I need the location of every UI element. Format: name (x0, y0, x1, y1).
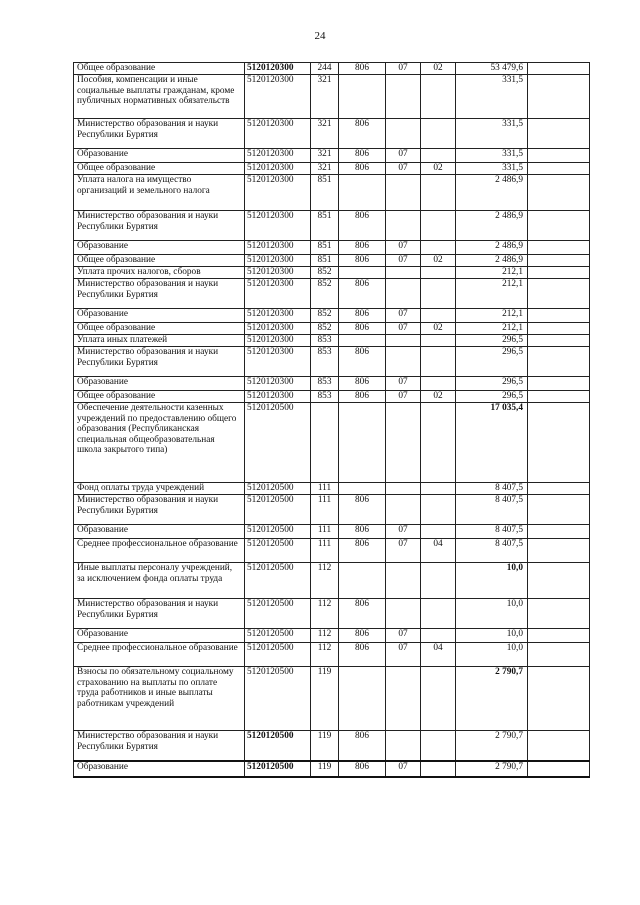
row-grbs-cell: 806 (339, 495, 386, 525)
row-extra-cell (528, 483, 590, 495)
row-section-cell: 07 (386, 629, 421, 643)
row-subsection-cell (421, 761, 456, 777)
row-section-cell (386, 667, 421, 731)
row-extra-cell (528, 211, 590, 241)
row-sum-cell: 8 407,5 (456, 525, 528, 539)
table-row (74, 75, 590, 119)
row-subsection-cell (421, 211, 456, 241)
table-row (74, 643, 590, 667)
row-grbs-cell: 806 (339, 63, 386, 75)
table-row (74, 403, 590, 483)
row-csr-cell: 5120120300 (245, 211, 311, 241)
row-section-cell: 07 (386, 391, 421, 403)
table-row (74, 323, 590, 335)
row-csr-cell: 5120120500 (245, 761, 311, 777)
row-name-cell: Иные выплаты персоналу учреждений, за исключением фонда оплаты труда (74, 563, 245, 599)
row-grbs-cell: 806 (339, 119, 386, 149)
row-vr-cell: 119 (311, 667, 339, 731)
row-csr-cell: 5120120500 (245, 731, 311, 761)
budget-table-body (74, 63, 590, 777)
table-row (74, 279, 590, 309)
table-row (74, 309, 590, 323)
row-subsection-cell (421, 731, 456, 761)
row-csr-cell: 5120120300 (245, 377, 311, 391)
row-sum-cell: 8 407,5 (456, 483, 528, 495)
row-sum-cell: 10,0 (456, 629, 528, 643)
row-section-cell (386, 563, 421, 599)
row-section-cell: 07 (386, 643, 421, 667)
row-csr-cell: 5120120300 (245, 335, 311, 347)
row-subsection-cell: 02 (421, 63, 456, 75)
table-row (74, 63, 590, 75)
row-grbs-cell (339, 267, 386, 279)
row-grbs-cell (339, 563, 386, 599)
row-sum-cell: 296,5 (456, 335, 528, 347)
table-row (74, 119, 590, 149)
row-csr-cell: 5120120500 (245, 629, 311, 643)
table-row (74, 599, 590, 629)
row-name-cell: Образование (74, 377, 245, 391)
row-extra-cell (528, 347, 590, 377)
row-extra-cell (528, 255, 590, 267)
row-csr-cell: 5120120300 (245, 309, 311, 323)
row-extra-cell (528, 539, 590, 563)
row-name-cell: Общее образование (74, 63, 245, 75)
row-extra-cell (528, 563, 590, 599)
row-sum-cell: 212,1 (456, 309, 528, 323)
table-row (74, 163, 590, 175)
row-sum-cell: 17 035,4 (456, 403, 528, 483)
row-csr-cell: 5120120300 (245, 119, 311, 149)
row-extra-cell (528, 267, 590, 279)
row-subsection-cell (421, 563, 456, 599)
row-vr-cell: 321 (311, 75, 339, 119)
row-name-cell: Уплата иных платежей (74, 335, 245, 347)
table-row (74, 391, 590, 403)
row-csr-cell: 5120120300 (245, 347, 311, 377)
row-section-cell (386, 267, 421, 279)
row-sum-cell: 10,0 (456, 563, 528, 599)
row-name-cell: Министерство образования и науки Республики Бурятия (74, 731, 245, 761)
row-extra-cell (528, 391, 590, 403)
table-row (74, 761, 590, 777)
row-vr-cell: 111 (311, 525, 339, 539)
table-row (74, 377, 590, 391)
row-subsection-cell (421, 667, 456, 731)
row-section-cell (386, 495, 421, 525)
row-name-cell: Общее образование (74, 255, 245, 267)
row-extra-cell (528, 163, 590, 175)
row-sum-cell: 10,0 (456, 643, 528, 667)
table-row (74, 149, 590, 163)
row-subsection-cell (421, 335, 456, 347)
row-extra-cell (528, 643, 590, 667)
row-csr-cell: 5120120300 (245, 391, 311, 403)
row-extra-cell (528, 149, 590, 163)
row-subsection-cell (421, 377, 456, 391)
table-row (74, 211, 590, 241)
row-grbs-cell: 806 (339, 211, 386, 241)
row-sum-cell: 2 486,9 (456, 241, 528, 255)
table-row (74, 483, 590, 495)
row-section-cell (386, 483, 421, 495)
row-name-cell: Образование (74, 629, 245, 643)
row-csr-cell: 5120120500 (245, 563, 311, 599)
row-section-cell: 07 (386, 761, 421, 777)
row-vr-cell (311, 403, 339, 483)
row-grbs-cell (339, 175, 386, 211)
row-subsection-cell: 02 (421, 391, 456, 403)
row-name-cell: Уплата налога на имущество организаций и земельного налога (74, 175, 245, 211)
row-vr-cell: 321 (311, 119, 339, 149)
row-sum-cell: 2 790,7 (456, 731, 528, 761)
row-section-cell (386, 279, 421, 309)
row-sum-cell: 53 479,6 (456, 63, 528, 75)
row-section-cell (386, 75, 421, 119)
row-name-cell: Среднее профессиональное образование (74, 539, 245, 563)
table-row (74, 347, 590, 377)
row-grbs-cell (339, 483, 386, 495)
row-sum-cell: 296,5 (456, 347, 528, 377)
row-name-cell: Образование (74, 149, 245, 163)
row-section-cell: 07 (386, 163, 421, 175)
row-name-cell: Образование (74, 761, 245, 777)
row-vr-cell: 112 (311, 563, 339, 599)
row-grbs-cell: 806 (339, 525, 386, 539)
row-sum-cell: 8 407,5 (456, 495, 528, 525)
row-section-cell: 07 (386, 539, 421, 563)
row-csr-cell: 5120120300 (245, 323, 311, 335)
row-grbs-cell (339, 667, 386, 731)
row-csr-cell: 5120120300 (245, 241, 311, 255)
row-csr-cell: 5120120300 (245, 75, 311, 119)
row-extra-cell (528, 667, 590, 731)
row-subsection-cell (421, 149, 456, 163)
row-vr-cell: 111 (311, 483, 339, 495)
row-grbs-cell: 806 (339, 149, 386, 163)
table-row (74, 255, 590, 267)
row-subsection-cell: 02 (421, 323, 456, 335)
row-section-cell: 07 (386, 63, 421, 75)
page-number: 24 (314, 30, 326, 42)
row-sum-cell: 2 486,9 (456, 175, 528, 211)
row-name-cell: Общее образование (74, 163, 245, 175)
row-subsection-cell (421, 599, 456, 629)
row-extra-cell (528, 335, 590, 347)
row-csr-cell: 5120120500 (245, 599, 311, 629)
row-sum-cell: 212,1 (456, 323, 528, 335)
row-grbs-cell: 806 (339, 599, 386, 629)
row-name-cell: Пособия, компенсации и иные социальные выплаты гражданам, кроме публичных нормативных обязательств (74, 75, 245, 119)
row-name-cell: Министерство образования и науки Республики Бурятия (74, 347, 245, 377)
row-subsection-cell (421, 241, 456, 255)
row-name-cell: Общее образование (74, 323, 245, 335)
row-sum-cell: 2 486,9 (456, 255, 528, 267)
row-sum-cell: 331,5 (456, 119, 528, 149)
row-grbs-cell: 806 (339, 539, 386, 563)
row-subsection-cell: 04 (421, 643, 456, 667)
row-name-cell: Образование (74, 525, 245, 539)
row-extra-cell (528, 525, 590, 539)
row-grbs-cell (339, 335, 386, 347)
row-section-cell (386, 731, 421, 761)
row-csr-cell: 5120120500 (245, 525, 311, 539)
row-subsection-cell: 02 (421, 163, 456, 175)
row-subsection-cell (421, 75, 456, 119)
row-sum-cell: 331,5 (456, 75, 528, 119)
row-section-cell: 07 (386, 377, 421, 391)
row-extra-cell (528, 119, 590, 149)
row-name-cell: Среднее профессиональное образование (74, 643, 245, 667)
row-section-cell (386, 175, 421, 211)
row-extra-cell (528, 495, 590, 525)
row-subsection-cell (421, 119, 456, 149)
row-grbs-cell: 806 (339, 761, 386, 777)
row-name-cell: Уплата прочих налогов, сборов (74, 267, 245, 279)
row-subsection-cell (421, 267, 456, 279)
row-grbs-cell: 806 (339, 731, 386, 761)
row-vr-cell: 119 (311, 731, 339, 761)
row-vr-cell: 112 (311, 599, 339, 629)
table-row (74, 731, 590, 761)
row-extra-cell (528, 323, 590, 335)
row-subsection-cell (421, 525, 456, 539)
row-grbs-cell (339, 403, 386, 483)
row-vr-cell: 851 (311, 255, 339, 267)
row-extra-cell (528, 175, 590, 211)
row-subsection-cell (421, 309, 456, 323)
row-csr-cell: 5120120300 (245, 163, 311, 175)
table-row (74, 539, 590, 563)
row-sum-cell: 8 407,5 (456, 539, 528, 563)
row-sum-cell: 331,5 (456, 163, 528, 175)
row-grbs-cell: 806 (339, 323, 386, 335)
table-row (74, 563, 590, 599)
table-row (74, 667, 590, 731)
row-vr-cell: 851 (311, 175, 339, 211)
row-grbs-cell: 806 (339, 391, 386, 403)
row-section-cell (386, 335, 421, 347)
row-sum-cell: 2 486,9 (456, 211, 528, 241)
row-vr-cell: 112 (311, 643, 339, 667)
row-vr-cell: 111 (311, 539, 339, 563)
row-section-cell: 07 (386, 241, 421, 255)
row-csr-cell: 5120120300 (245, 279, 311, 309)
row-grbs-cell: 806 (339, 309, 386, 323)
row-extra-cell (528, 309, 590, 323)
row-section-cell: 07 (386, 149, 421, 163)
row-vr-cell: 853 (311, 335, 339, 347)
row-csr-cell: 5120120500 (245, 403, 311, 483)
row-subsection-cell: 04 (421, 539, 456, 563)
row-sum-cell: 296,5 (456, 377, 528, 391)
row-section-cell: 07 (386, 323, 421, 335)
row-name-cell: Взносы по обязательному социальному страхованию на выплаты по оплате труда работников и иные выплаты работникам учреждений (74, 667, 245, 731)
row-subsection-cell (421, 175, 456, 211)
table-row (74, 525, 590, 539)
row-extra-cell (528, 403, 590, 483)
row-subsection-cell (421, 495, 456, 525)
row-sum-cell: 10,0 (456, 599, 528, 629)
row-vr-cell: 852 (311, 267, 339, 279)
row-vr-cell: 853 (311, 391, 339, 403)
row-section-cell: 07 (386, 525, 421, 539)
table-row (74, 175, 590, 211)
row-vr-cell: 853 (311, 377, 339, 391)
row-vr-cell: 851 (311, 211, 339, 241)
row-section-cell (386, 211, 421, 241)
row-vr-cell: 321 (311, 163, 339, 175)
row-sum-cell: 212,1 (456, 267, 528, 279)
row-name-cell: Фонд оплаты труда учреждений (74, 483, 245, 495)
row-grbs-cell: 806 (339, 347, 386, 377)
row-vr-cell: 852 (311, 309, 339, 323)
row-name-cell: Министерство образования и науки Республики Бурятия (74, 119, 245, 149)
row-subsection-cell (421, 347, 456, 377)
budget-table (73, 62, 590, 778)
row-csr-cell: 5120120500 (245, 495, 311, 525)
row-vr-cell: 111 (311, 495, 339, 525)
row-name-cell: Образование (74, 309, 245, 323)
row-extra-cell (528, 599, 590, 629)
row-extra-cell (528, 75, 590, 119)
row-grbs-cell: 806 (339, 377, 386, 391)
row-vr-cell: 244 (311, 63, 339, 75)
row-extra-cell (528, 629, 590, 643)
row-csr-cell: 5120120300 (245, 255, 311, 267)
row-name-cell: Министерство образования и науки Республики Бурятия (74, 495, 245, 525)
row-extra-cell (528, 63, 590, 75)
row-name-cell: Обеспечение деятельности казенных учреждений по предоставлению общего образования (Республиканская специальная общеобразовательная школа закрытого типа) (74, 403, 245, 483)
row-csr-cell: 5120120500 (245, 539, 311, 563)
row-subsection-cell (421, 403, 456, 483)
row-grbs-cell: 806 (339, 629, 386, 643)
row-sum-cell: 2 790,7 (456, 761, 528, 777)
row-extra-cell (528, 377, 590, 391)
row-extra-cell (528, 761, 590, 777)
row-subsection-cell (421, 279, 456, 309)
row-section-cell (386, 119, 421, 149)
row-vr-cell: 321 (311, 149, 339, 163)
row-section-cell: 07 (386, 255, 421, 267)
row-grbs-cell: 806 (339, 241, 386, 255)
row-subsection-cell: 02 (421, 255, 456, 267)
row-grbs-cell: 806 (339, 163, 386, 175)
row-section-cell (386, 403, 421, 483)
row-grbs-cell: 806 (339, 643, 386, 667)
row-name-cell: Образование (74, 241, 245, 255)
row-csr-cell: 5120120500 (245, 643, 311, 667)
row-csr-cell: 5120120300 (245, 267, 311, 279)
row-csr-cell: 5120120300 (245, 175, 311, 211)
table-row (74, 267, 590, 279)
row-sum-cell: 212,1 (456, 279, 528, 309)
row-subsection-cell (421, 629, 456, 643)
row-csr-cell: 5120120300 (245, 149, 311, 163)
row-sum-cell: 2 790,7 (456, 667, 528, 731)
row-sum-cell: 331,5 (456, 149, 528, 163)
row-grbs-cell: 806 (339, 255, 386, 267)
row-grbs-cell (339, 75, 386, 119)
row-vr-cell: 853 (311, 347, 339, 377)
row-sum-cell: 296,5 (456, 391, 528, 403)
row-name-cell: Министерство образования и науки Республики Бурятия (74, 279, 245, 309)
row-vr-cell: 851 (311, 241, 339, 255)
row-vr-cell: 119 (311, 761, 339, 777)
row-extra-cell (528, 731, 590, 761)
row-subsection-cell (421, 483, 456, 495)
row-name-cell: Министерство образования и науки Республики Бурятия (74, 211, 245, 241)
row-csr-cell: 5120120300 (245, 63, 311, 75)
row-vr-cell: 852 (311, 323, 339, 335)
row-vr-cell: 112 (311, 629, 339, 643)
row-section-cell (386, 347, 421, 377)
row-vr-cell: 852 (311, 279, 339, 309)
row-extra-cell (528, 241, 590, 255)
row-extra-cell (528, 279, 590, 309)
row-csr-cell: 5120120500 (245, 483, 311, 495)
table-row (74, 495, 590, 525)
row-grbs-cell: 806 (339, 279, 386, 309)
row-name-cell: Министерство образования и науки Республики Бурятия (74, 599, 245, 629)
table-row (74, 335, 590, 347)
row-section-cell (386, 599, 421, 629)
row-section-cell: 07 (386, 309, 421, 323)
table-row (74, 629, 590, 643)
row-name-cell: Общее образование (74, 391, 245, 403)
table-row (74, 241, 590, 255)
row-csr-cell: 5120120500 (245, 667, 311, 731)
